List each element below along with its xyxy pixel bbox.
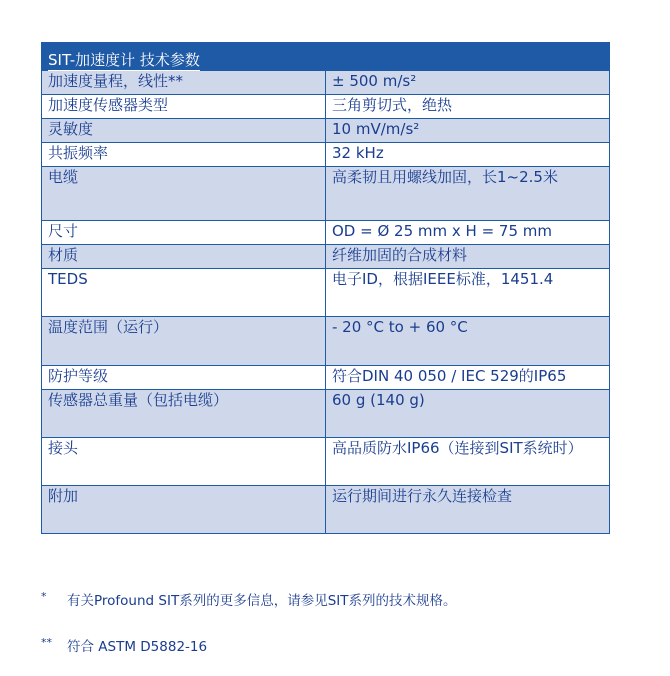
footnote-text: 符合 ASTM D5882-16 — [67, 639, 208, 655]
table-row — [42, 167, 610, 221]
row-value: 运行期间进行永久连接检查 — [326, 486, 610, 534]
row-label: 防护等级 — [42, 366, 326, 390]
table-row — [42, 317, 610, 366]
table-row — [42, 143, 610, 167]
row-value: OD = Ø 25 mm x H = 75 mm — [326, 221, 610, 245]
table-row — [42, 486, 610, 534]
footnote-mark: ** — [41, 636, 52, 649]
table-row — [42, 221, 610, 245]
footnote-mark: * — [41, 590, 47, 603]
row-value: 电子ID，根据IEEE标准，1451.4 — [326, 269, 610, 317]
row-label: 附加 — [42, 486, 326, 534]
spec-table — [41, 42, 610, 534]
row-label: 共振频率 — [42, 143, 326, 167]
row-label: 材质 — [42, 245, 326, 269]
table-row — [42, 366, 610, 390]
row-label: 加速度传感器类型 — [42, 95, 326, 119]
table-row — [42, 438, 610, 486]
row-value: 高品质防水IP66（连接到SIT系统时） — [326, 438, 610, 486]
row-value: 60 g (140 g) — [326, 390, 610, 438]
table-row — [42, 119, 610, 143]
row-value: 纤维加固的合成材料 — [326, 245, 610, 269]
table-row — [42, 269, 610, 317]
table-title-row — [42, 43, 610, 71]
row-value: 三角剪切式，绝热 — [326, 95, 610, 119]
row-value: ± 500 m/s² — [326, 71, 610, 95]
table-row — [42, 245, 610, 269]
table-title: SIT-加速度计 技术参数 — [48, 51, 200, 69]
row-label: 接头 — [42, 438, 326, 486]
row-value: 高柔韧且用螺线加固，长1~2.5米 — [326, 167, 610, 221]
table-row — [42, 71, 610, 95]
row-label: 温度范围（运行） — [42, 317, 326, 366]
row-label: 灵敏度 — [42, 119, 326, 143]
row-value: 符合DIN 40 050 / IEC 529的IP65 — [326, 366, 610, 390]
row-label: 电缆 — [42, 167, 326, 221]
row-label: 加速度量程，线性** — [42, 71, 326, 95]
table-row — [42, 95, 610, 119]
row-label: TEDS — [42, 269, 326, 317]
table-title-cell — [42, 43, 610, 71]
row-value: 10 mV/m/s² — [326, 119, 610, 143]
row-value: 32 kHz — [326, 143, 610, 167]
row-value: - 20 °C to + 60 °C — [326, 317, 610, 366]
row-label: 尺寸 — [42, 221, 326, 245]
row-label: 传感器总重量（包括电缆） — [42, 390, 326, 438]
footnote-text: 有关Profound SIT系列的更多信息，请参见SIT系列的技术规格。 — [67, 593, 457, 609]
table-row — [42, 390, 610, 438]
